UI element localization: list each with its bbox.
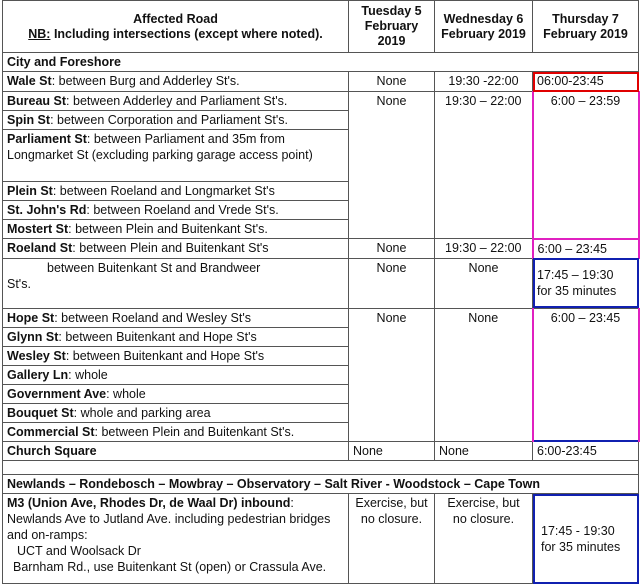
table-row-roeland xyxy=(3,239,639,259)
tuesday-cell: None xyxy=(349,239,435,259)
header-road-title: Affected Road xyxy=(133,11,218,26)
wednesday-cell: 19:30 – 22:00 xyxy=(435,92,533,239)
road-cell xyxy=(3,220,349,239)
road-cell xyxy=(3,308,349,327)
road-closure-table xyxy=(2,0,640,584)
road-cell xyxy=(3,494,349,584)
table-row-bureau xyxy=(3,92,639,111)
thursday-cell: 6:00-23:45 xyxy=(533,441,639,461)
tuesday-cell: None xyxy=(349,308,435,441)
thursday-time: 17:45 – 19:30 xyxy=(537,268,614,282)
road-cell xyxy=(3,111,349,130)
tuesday-cell: Exercise, but no closure. xyxy=(349,494,435,584)
thursday-cell xyxy=(533,258,639,308)
road-name: Hope St xyxy=(7,310,55,325)
wednesday-cell: 19:30 – 22:00 xyxy=(435,239,533,259)
thursday-duration: for 35 minutes xyxy=(537,284,617,298)
road-name: Mostert St xyxy=(7,222,69,236)
road-desc: : between Roeland and Wesley St's xyxy=(54,310,251,325)
road-cell xyxy=(3,422,349,441)
table-row-hope xyxy=(3,308,639,327)
road-name: Bouquet St xyxy=(7,405,74,420)
table-row-wale xyxy=(3,72,639,92)
header-row xyxy=(3,1,639,53)
road-name: Roeland St xyxy=(7,241,73,255)
road-name: Wesley St xyxy=(7,348,66,363)
road-cell xyxy=(3,403,349,422)
road-cell xyxy=(3,346,349,365)
wednesday-cell: None xyxy=(435,441,533,461)
road-desc: : between Roeland and Vrede St's. xyxy=(86,203,279,217)
section-row-newlands xyxy=(3,475,639,494)
header-thursday: Thursday 7 February 2019 xyxy=(533,1,639,53)
road-desc: : whole xyxy=(68,367,108,382)
tuesday-cell: None xyxy=(349,258,435,308)
road-cell xyxy=(3,327,349,346)
road-cell xyxy=(3,258,349,308)
wednesday-cell: None xyxy=(435,258,533,308)
road-desc: : between Adderley and Parliament St's. xyxy=(66,94,288,108)
table-row-church xyxy=(3,441,639,461)
thursday-cell: 6:00 – 23:59 xyxy=(533,92,639,239)
road-cell xyxy=(3,72,349,92)
thursday-cell: 6:00 – 23:45 xyxy=(533,308,639,441)
road-desc: : between Roeland and Longmarket St's xyxy=(52,184,275,198)
road-cell xyxy=(3,92,349,111)
road-name: Church Square xyxy=(7,443,97,458)
road-cell xyxy=(3,182,349,201)
section-title-newlands: Newlands – Rondebosch – Mowbray – Observatory – Salt River - Woodstock – Cape Town xyxy=(3,475,639,494)
road-desc: : between Burg and Adderley St's. xyxy=(51,74,240,88)
road-name: Gallery Ln xyxy=(7,367,69,382)
section-title-city: City and Foreshore xyxy=(3,53,639,72)
road-desc: : whole and parking area xyxy=(73,405,211,420)
header-note-text: Including intersections (except where noted). xyxy=(50,26,323,41)
m3-line-1: Newlands Ave to Jutland Ave. including pedestrian bridges and on-ramps: xyxy=(7,512,331,542)
road-desc: : between Buitenkant and Hope St's xyxy=(65,348,265,363)
road-cell xyxy=(3,441,349,461)
road-name: Government Ave xyxy=(7,386,107,401)
road-cell xyxy=(3,365,349,384)
spacer-cell xyxy=(3,461,639,475)
road-name: Wale St xyxy=(7,74,52,88)
thursday-cell: 06:00-23:45 xyxy=(533,72,639,92)
road-desc-continued: St's. xyxy=(7,276,31,291)
thursday-cell: 6:00 – 23:45 xyxy=(533,239,639,259)
road-cell xyxy=(3,130,349,182)
section-row-city xyxy=(3,53,639,72)
road-desc: between Buitenkant St and Brandweer xyxy=(47,260,261,275)
m3-line-2: UCT and Woolsack Dr xyxy=(17,544,141,558)
road-name: St. John's Rd xyxy=(7,203,87,217)
road-desc: : whole xyxy=(106,386,146,401)
road-name: Spin St xyxy=(7,113,51,127)
road-cell xyxy=(3,201,349,220)
wednesday-cell: Exercise, but no closure. xyxy=(435,494,533,584)
road-desc: : between Corporation and Parliament St's. xyxy=(50,113,288,127)
road-desc: : between Buitenkant and Hope St's xyxy=(58,329,257,344)
header-nb: NB: xyxy=(28,26,51,41)
header-road-note xyxy=(7,27,344,42)
road-cell xyxy=(3,239,349,259)
tuesday-cell: None xyxy=(349,441,435,461)
road-name: Plein St xyxy=(7,184,53,198)
road-name: Glynn St xyxy=(7,329,59,344)
tuesday-cell: None xyxy=(349,92,435,239)
wednesday-cell: 19:30 -22:00 xyxy=(435,72,533,92)
road-name: Commercial St xyxy=(7,424,95,439)
road-desc: : between Plein and Buitenkant St's. xyxy=(68,222,268,236)
table-row-roeland-brandweer xyxy=(3,258,639,308)
road-name: Bureau St xyxy=(7,94,67,108)
road-name: Parliament St xyxy=(7,132,87,146)
thursday-cell: 17:45 - 19:30 for 35 minutes xyxy=(533,494,639,584)
wednesday-cell: None xyxy=(435,308,533,441)
road-desc: : between Plein and Buitenkant St's xyxy=(72,241,269,255)
m3-title: M3 (Union Ave, Rhodes Dr, de Waal Dr) inbound: xyxy=(7,496,294,510)
spacer-row xyxy=(3,461,639,475)
header-tuesday: Tuesday 5 February 2019 xyxy=(349,1,435,53)
tuesday-cell: None xyxy=(349,72,435,92)
road-cell xyxy=(3,384,349,403)
header-affected-road xyxy=(3,1,349,53)
road-name: M3 (Union Ave, Rhodes Dr, de Waal Dr) inbound xyxy=(7,496,291,510)
road-desc: : between Plein and Buitenkant St's. xyxy=(94,424,295,439)
road-desc: : between Parliament and 35m from Longmarket St (excluding parking garage access point) xyxy=(7,132,313,162)
header-wednesday: Wednesday 6 February 2019 xyxy=(435,1,533,53)
table-row-m3 xyxy=(3,494,639,584)
m3-line-3: Barnham Rd., use Buitenkant St (open) or Crassula Ave. xyxy=(13,560,327,574)
